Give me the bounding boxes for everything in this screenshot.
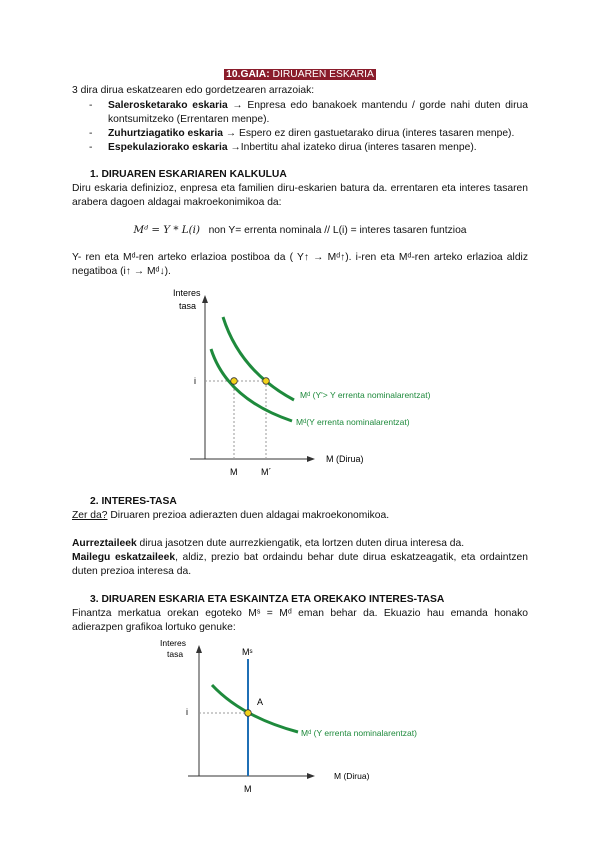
page-title: 10.GAIA: DIRUAREN ESKARIA — [226, 69, 374, 80]
borrowers-text: Mailegu eskatzaileek, aldiz, prezio bat ordaindu behar dute dirua eskatzeagatik, eta ordaintzen duten prezioa interesa da. — [72, 552, 528, 577]
list-item: - Zuhurtziagatiko eskaria → Espero ez diren gastuetarako dirua (interes tasaren menpe). — [108, 127, 528, 141]
tick-m: M — [230, 467, 238, 477]
supply-label: Mˢ — [242, 647, 253, 657]
x-axis-arrow — [307, 773, 315, 779]
y-axis-label: Interes — [173, 288, 201, 298]
relation-text: Y- ren eta Mᵈ-ren arteko erlazioa postiboa da ( Y↑ → Mᵈ↑). i-ren eta Mᵈ-ren arteko erlazioa aldiz negatiboa (i↑ → Mᵈ↓). — [72, 252, 528, 277]
equilibrium-point-a — [245, 710, 252, 717]
y-axis-label: Interes — [160, 638, 186, 648]
tick-i: i — [186, 707, 188, 717]
formula — [72, 223, 528, 238]
curve-label-lower: Mᵈ(Y errenta nominalarentzat) — [296, 417, 410, 427]
point-a-label: A — [257, 697, 264, 707]
y-axis-arrow — [202, 295, 208, 303]
section-heading-3: 3. DIRUAREN ESKARIA ETA ESKAINTZA ETA OREKAKO INTERES-TASA — [90, 594, 445, 605]
tick-m: M — [244, 784, 252, 794]
reasons-list — [72, 99, 528, 155]
formula-expression: Mᵈ = Y * L(i) — [133, 224, 200, 236]
section1-paragraph: Diru eskaria definizioz, enpresa eta familien diru-eskarien batura da. errentaren eta interes tasaren arabera dagoen aldagai makroekonimikoa da: — [72, 183, 528, 208]
formula-note: non Y= errenta nominala // L(i) = interes tasaren funtzioa — [208, 225, 467, 236]
equilibrium-point — [263, 378, 270, 385]
intro-text: 3 dira dirua eskatzearen edo gordetzearen arrazoiak: — [72, 85, 315, 96]
section3-paragraph: Finantza merkatua orekan egoteko Mˢ = Mᵈ eman behar da. Ekuazio hau emanda honako adierazpen grafikoa lortuko genuke: — [72, 608, 528, 633]
curve-label: Mᵈ (Y errenta nominalarentzat) — [301, 728, 417, 738]
curve-label-upper: Mᵈ (Y'> Y errenta nominalarentzat) — [300, 390, 431, 400]
y-axis-arrow — [196, 645, 202, 653]
section2-definition: Zer da? Diruaren prezioa adierazten duen aldagai makroekonomikoa. — [72, 510, 390, 521]
x-axis-label: M (Dirua) — [334, 771, 370, 781]
equilibrium-point — [231, 378, 238, 385]
demand-curve — [212, 685, 298, 732]
document-body — [72, 68, 528, 795]
x-axis-arrow — [307, 456, 315, 462]
money-market-chart — [72, 635, 528, 795]
section-heading-1: 1. DIRUAREN ESKARIAREN KALKULUA — [90, 169, 287, 180]
list-item: - Salerosketarako eskaria → Enpresa edo banakoek mantendu / gorde nahi duten dirua kontsumitzeko (Errentaren menpe). — [108, 99, 528, 127]
money-demand-chart — [72, 281, 528, 489]
list-item: - Espekulaziorako eskaria →Inbertitu ahal izateko dirua (interes tasaren menpe). — [108, 141, 528, 155]
x-axis-label: M (Dirua) — [326, 454, 364, 464]
y-axis-label: tasa — [167, 649, 184, 659]
demand-curve-lower — [211, 349, 292, 421]
tick-i: i — [194, 376, 196, 386]
y-axis-label: tasa — [179, 301, 197, 311]
savers-text: Aurreztaileek dirua jasotzen dute aurrezkiengatik, eta lortzen duten dirua interesa da. — [72, 538, 465, 549]
tick-m2: M´ — [261, 467, 272, 477]
section-heading-2: 2. INTERES-TASA — [90, 496, 177, 507]
